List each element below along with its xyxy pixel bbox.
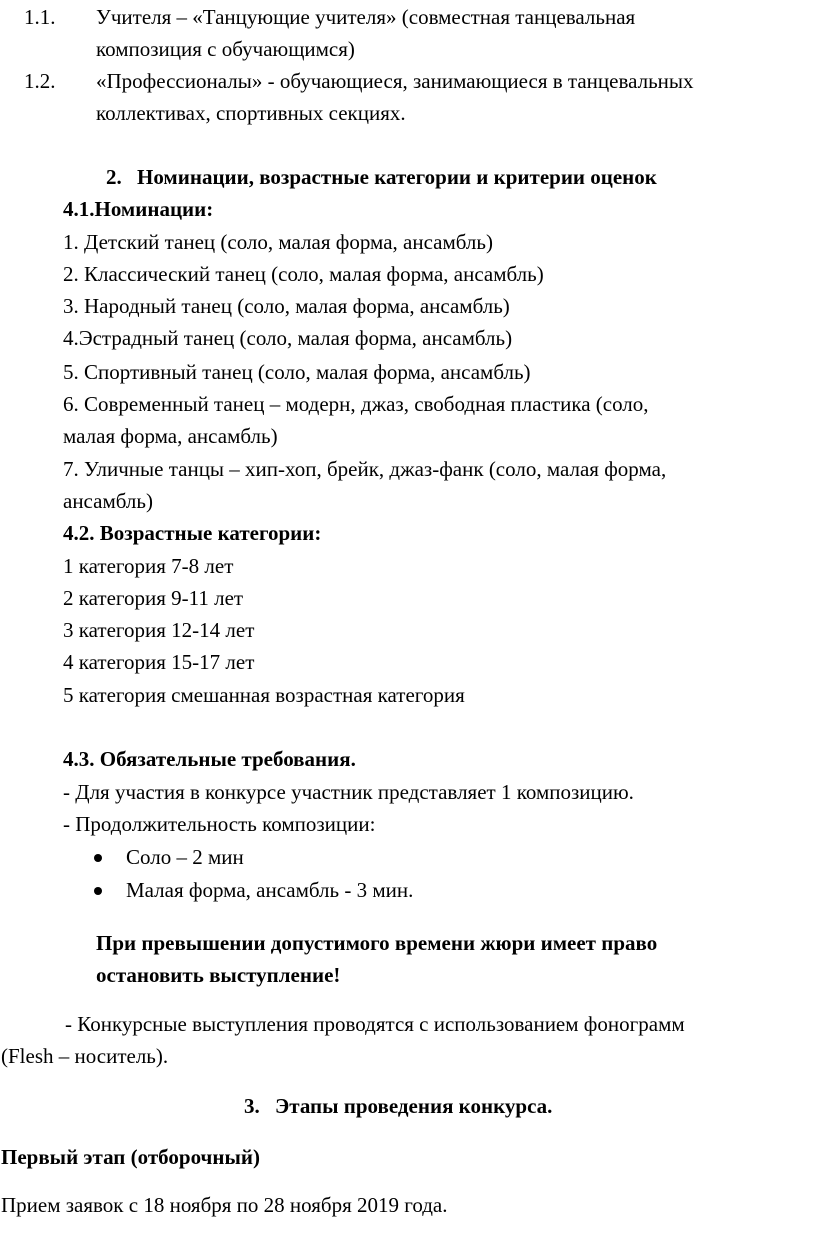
bullet-text: Соло – 2 мин bbox=[126, 845, 244, 869]
nomination-line: 2. Классический танец (соло, малая форма, ансамбль) bbox=[63, 262, 544, 286]
stage-text: Прием заявок с 18 ноября по 28 ноября 2019 года. bbox=[1, 1193, 448, 1217]
requirement-line: - Продолжительность композиции: bbox=[63, 812, 376, 836]
bullet-dot-icon bbox=[94, 854, 102, 862]
requirements-heading: 4.3. Обязательные требования. bbox=[63, 747, 356, 771]
list-text: коллективах, спортивных секциях. bbox=[96, 101, 406, 125]
stage-heading: Первый этап (отборочный) bbox=[1, 1145, 260, 1169]
list-text: «Профессионалы» - обучающиеся, занимающиеся в танцевальных bbox=[96, 69, 694, 93]
section-number: 3. bbox=[244, 1094, 260, 1118]
list-text: Учителя – «Танцующие учителя» (совместная танцевальная bbox=[96, 5, 636, 29]
phonogram-text: - Конкурсные выступления проводятся с использованием фонограмм bbox=[65, 1012, 685, 1036]
section-title: Номинации, возрастные категории и критерии оценок bbox=[137, 165, 657, 189]
nomination-line: ансамбль) bbox=[63, 489, 153, 513]
list-number: 1.2. bbox=[24, 69, 56, 93]
age-categories-heading: 4.2. Возрастные категории: bbox=[63, 521, 322, 545]
nomination-line: 1. Детский танец (соло, малая форма, ансамбль) bbox=[63, 230, 493, 254]
nominations-heading: 4.1.Номинации: bbox=[63, 197, 214, 221]
nomination-line: 5. Спортивный танец (соло, малая форма, ансамбль) bbox=[63, 360, 531, 384]
section-title: Этапы проведения конкурса. bbox=[275, 1094, 553, 1118]
warning-text: остановить выступление! bbox=[96, 963, 341, 987]
warning-text: При превышении допустимого времени жюри имеет право bbox=[96, 931, 658, 955]
bullet-text: Малая форма, ансамбль - 3 мин. bbox=[126, 878, 414, 902]
list-text: композиция с обучающимся) bbox=[96, 37, 355, 61]
nomination-line: 7. Уличные танцы – хип-хоп, брейк, джаз-фанк (соло, малая форма, bbox=[63, 457, 667, 481]
age-category-line: 3 категория 12-14 лет bbox=[63, 618, 255, 642]
phonogram-text: (Flesh – носитель). bbox=[1, 1044, 169, 1068]
nomination-line: малая форма, ансамбль) bbox=[63, 424, 278, 448]
section-number: 2. bbox=[106, 165, 122, 189]
age-category-line: 1 категория 7-8 лет bbox=[63, 554, 234, 578]
age-category-line: 2 категория 9-11 лет bbox=[63, 586, 244, 610]
list-number: 1.1. bbox=[24, 5, 56, 29]
nomination-line: 6. Современный танец – модерн, джаз, свободная пластика (соло, bbox=[63, 392, 649, 416]
nomination-line: 4.Эстрадный танец (соло, малая форма, ансамбль) bbox=[63, 326, 513, 350]
bullet-dot-icon bbox=[94, 887, 102, 895]
age-category-line: 4 категория 15-17 лет bbox=[63, 650, 255, 674]
requirement-line: - Для участия в конкурсе участник представляет 1 композицию. bbox=[63, 780, 634, 804]
age-category-line: 5 категория смешанная возрастная категория bbox=[63, 683, 465, 707]
nomination-line: 3. Народный танец (соло, малая форма, ансамбль) bbox=[63, 294, 510, 318]
